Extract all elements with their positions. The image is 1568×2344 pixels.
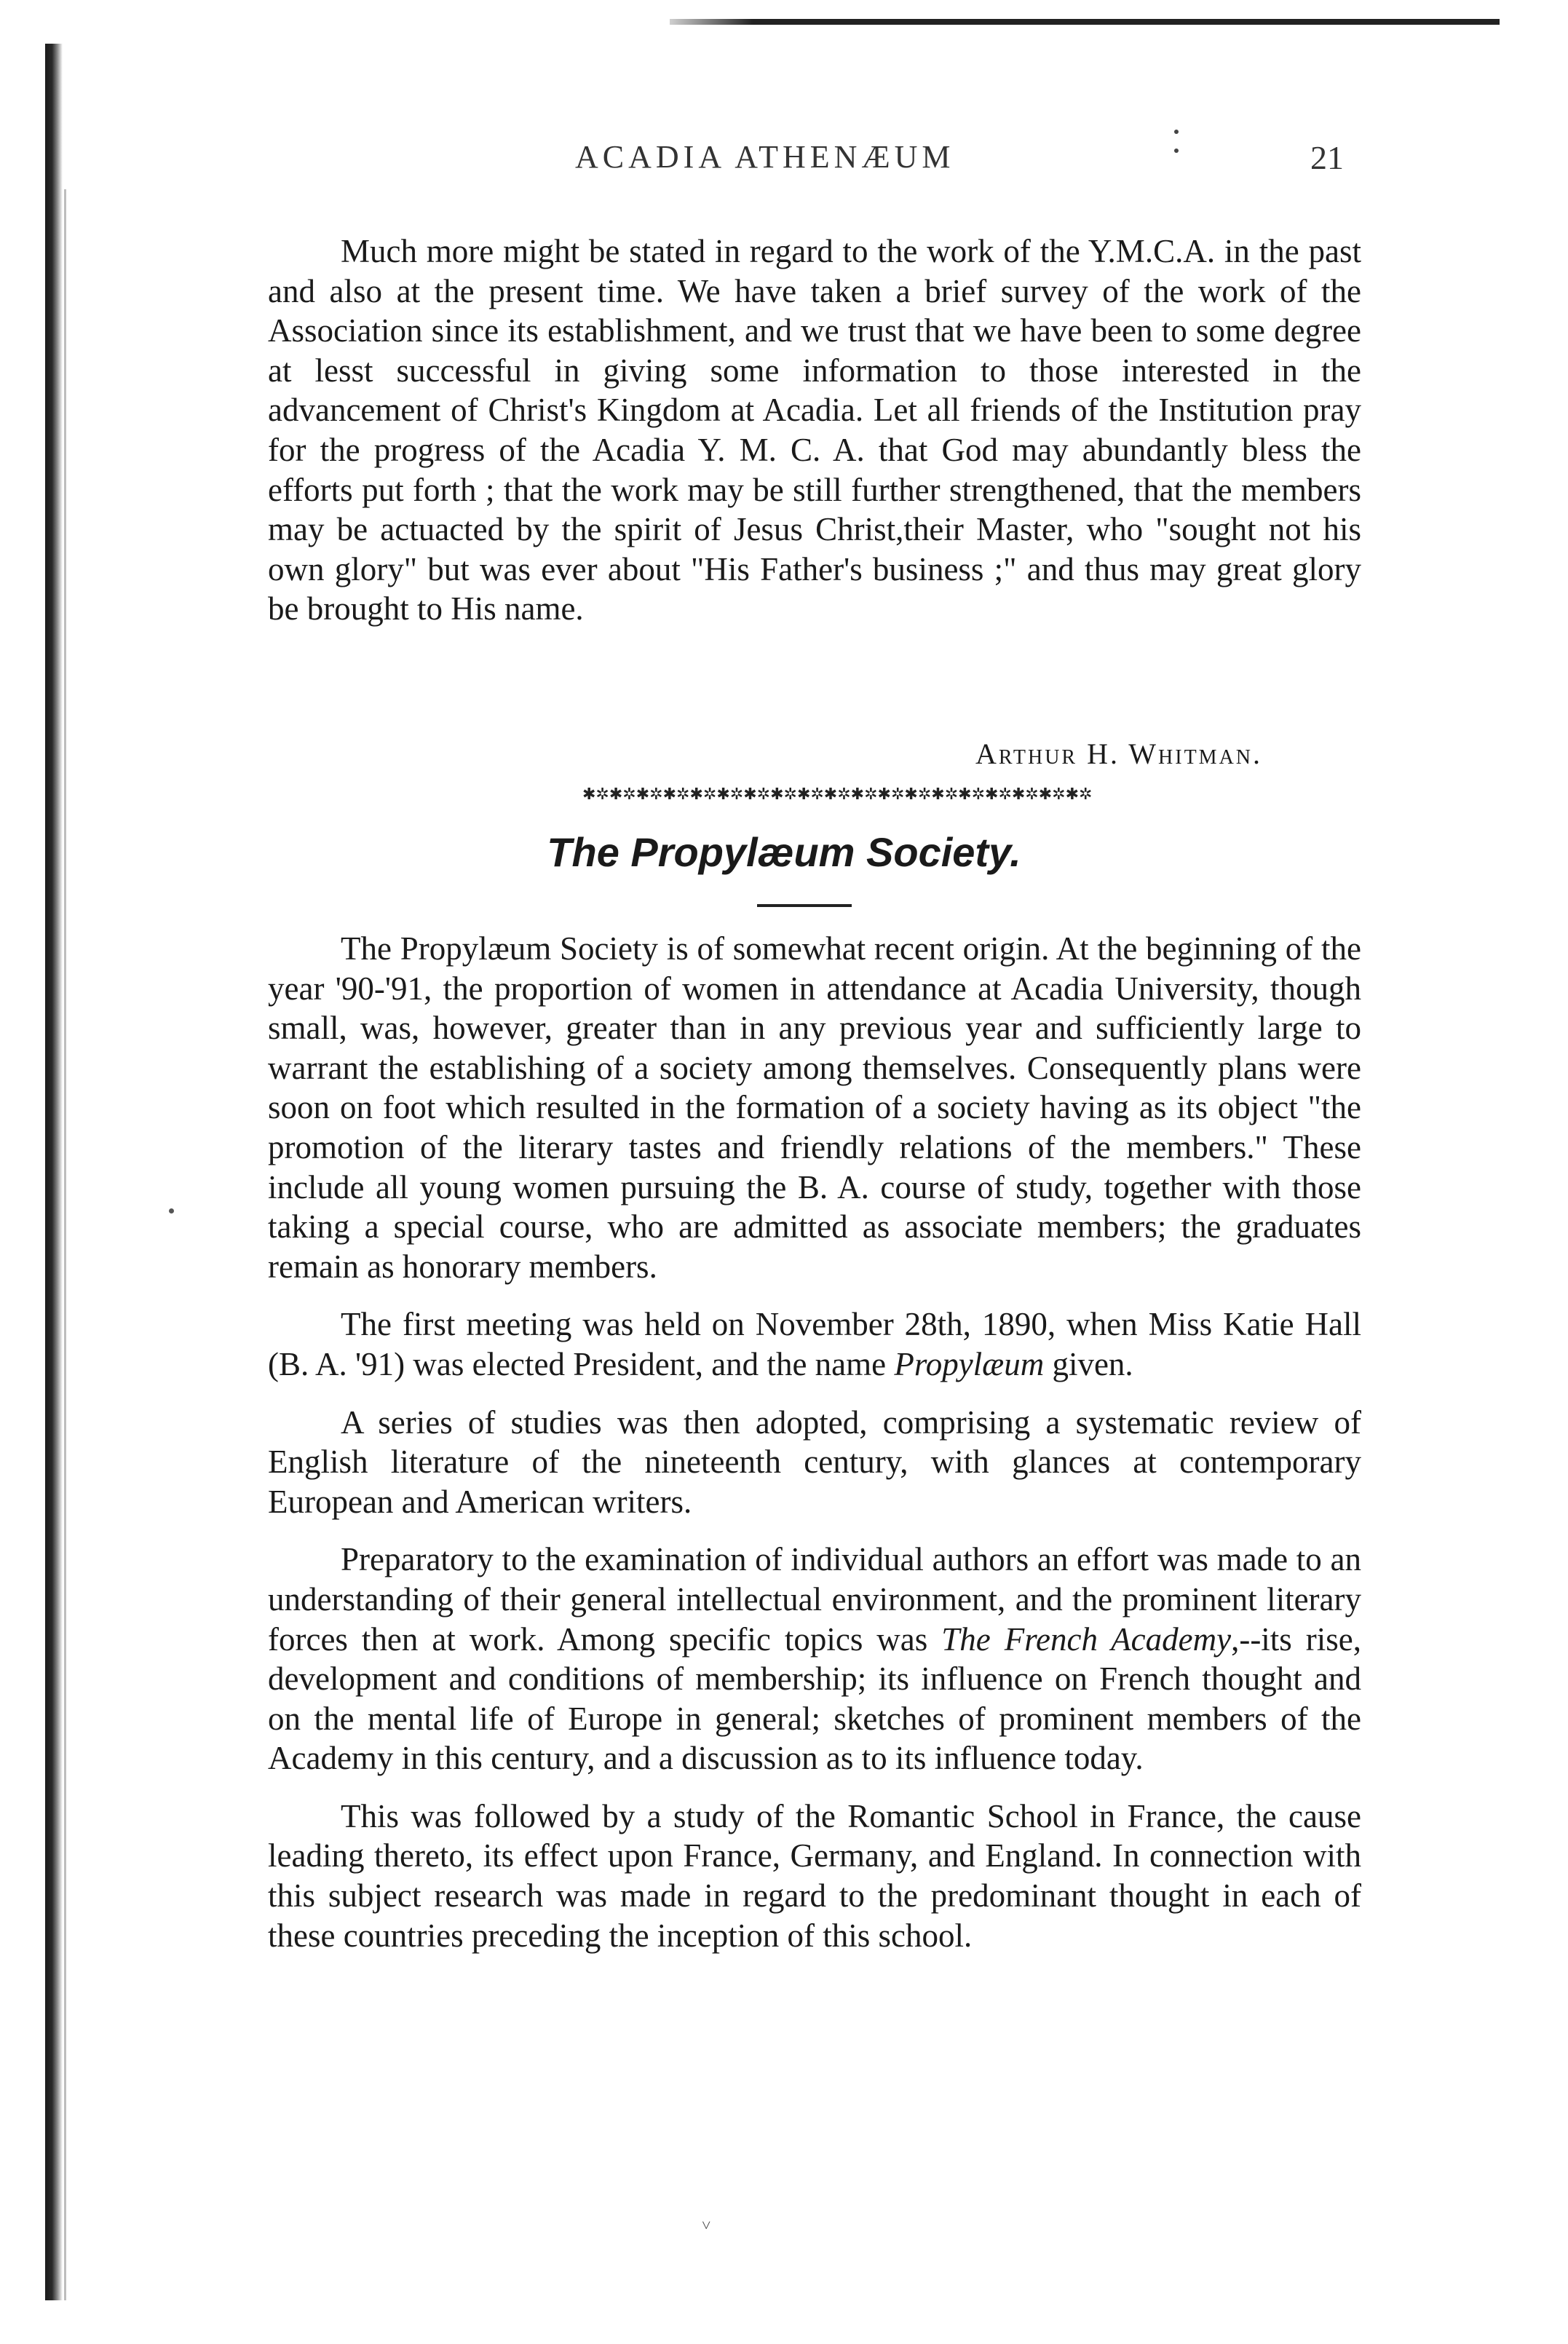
society-name-italic: Propylæum [894,1345,1045,1382]
article-title: The Propylæum Society. [547,829,1021,875]
paragraph-text: given. [1044,1345,1133,1382]
paragraph-origin: The Propylæum Society is of somewhat recent origin. At the beginning of the year '90-'91, the proportion of women in attendance at Acadia University, though small, was, however, greater than in any previous year and sufficiently large to warrant the establishing of a society among themselves. Consequently plans were soon on foot which resulted in the formation of a society having as its object "the promotion of the literary tastes and friendly relations of the members." These include all young women pursuing the B. A. course of study, together with those taking a special course, who are admitted as associate members; the graduates remain as honorary members. [268,930,1361,1285]
page-number: 21 [1310,139,1344,176]
propylaeum-article-body [268,929,1361,1955]
paragraph-text: ,--its rise, development and conditions of membership; its influence on French thought and on the mental life of Europe in general; sketches of prominent members of the Academy in this century, and a discussion as to its influence today. [268,1620,1362,1777]
scan-speck: ˅ [702,2216,711,2234]
ymca-paragraph: Much more might be stated in regard to the work of the Y.M.C.A. in the past and also at the present time. We have taken a brief survey of the work of the Association since its establishment, and we trust that we have been to some degree at lesst successful in giving some information to those interested in the advancement of Christ's Kingdom at Acadia. Let all friends of the Institution pray for the progress of the Acadia Y. M. C. A. that God may abundantly bless the efforts put forth ; that the work may be still further strengthened, that the members may be actuacted by the spirit of Jesus Christ,their Master, who "sought not his own glory" but was ever about "His Father's business ;" and thus may great glory be brought to His name. [268,233,1361,627]
paragraph-text: Preparatory to the examination of individual authors an effort was made to an understanding of their general intellectual environment, and the prominent literary forces then at work. Among specific topics was [268,1541,1361,1658]
top-scan-rule [670,19,1500,25]
scan-speck [1174,130,1179,134]
scan-speck [1174,149,1179,153]
running-title: ACADIA ATHENÆUM [575,139,955,175]
left-scan-edge [45,44,63,2300]
scan-speck [169,1208,174,1213]
title-underline [757,904,852,907]
paragraph-studies: A series of studies was then adopted, comprising a systematic review of English literature of the nineteenth century, with glances at contemporary European and American writers. [268,1403,1361,1520]
paragraph-romantic-school: This was followed by a study of the Romantic School in France, the cause leading thereto, its effect upon France, Germany, and England. In connection with this subject research was made in regard to the predominant thought in each of these countries preceding the inception of this school. [268,1797,1361,1954]
ornamental-divider: ✱✲✱✲✱✲✱✲✱✲✱✲✱✲✱✲✱✲✱✲✱✲✱✲✱✲✱✲✱✲✱✲✱✲✱✲✱✲ [582,785,1093,803]
ymca-article-body [268,231,1361,629]
paragraph-french-academy [268,1540,1361,1778]
paragraph-first-meeting [268,1304,1361,1384]
left-scan-line [64,189,66,2300]
topic-italic: The French Academy [941,1620,1232,1658]
page-header [0,138,1568,182]
paragraph-text: The first meeting was held on November 28th, 1890, when Miss Katie Hall (B. A. '91) was elected President, and the name [268,1306,1361,1382]
author-signature: Arthur H. Whitman. [975,737,1263,770]
